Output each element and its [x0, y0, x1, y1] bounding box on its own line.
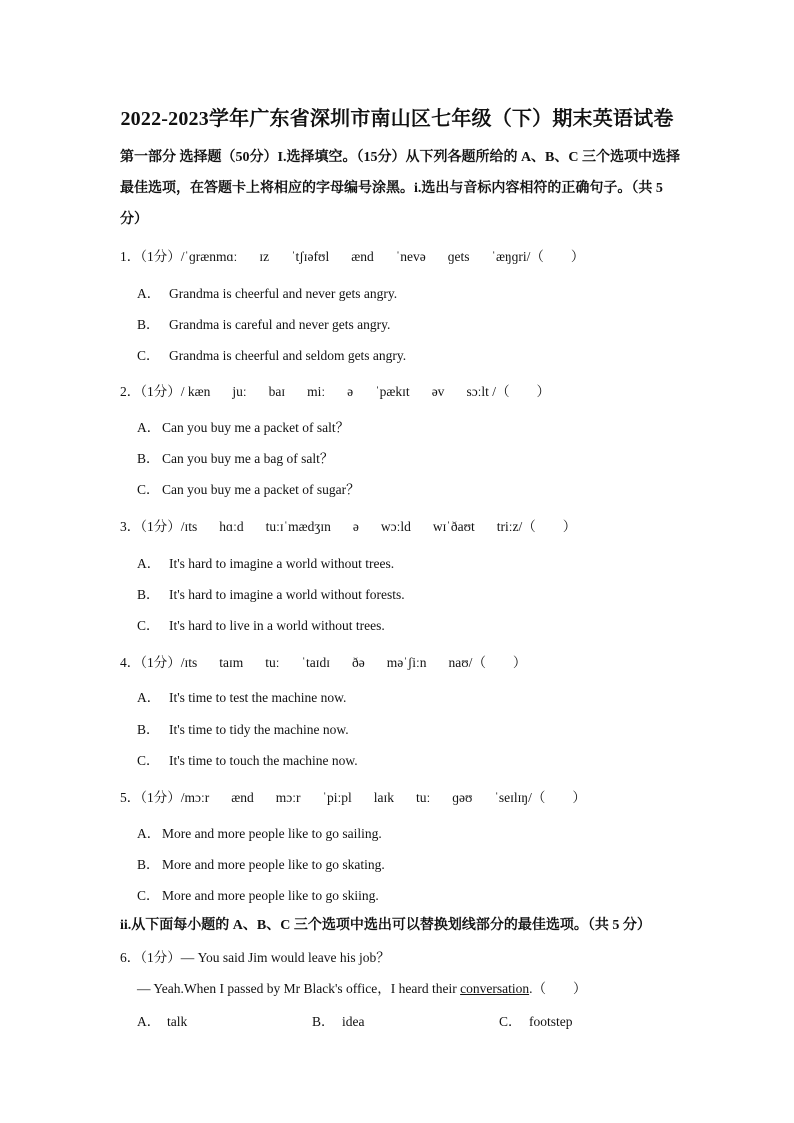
question-2-option-c: C． Can you buy me a packet of sugar？ — [137, 482, 360, 497]
question-1-option-a: A． Grandma is cheerful and never gets angry. — [137, 286, 398, 301]
question-5-option-b: B． More and more people like to go skating. — [137, 857, 385, 872]
question-4-phonetic: /ɪts taɪm tuː ˈtaɪdɪ ðə məˈʃiːn naʊ/ — [180, 655, 473, 670]
question-4-number: 4．（1分） — [120, 655, 181, 670]
question-4-option-c: C． It's time to touch the machine now. — [137, 753, 358, 768]
question-6-option-c: C． footstep — [499, 1014, 573, 1029]
question-1-option-b: B． Grandma is careful and never gets angry. — [137, 317, 391, 332]
question-4 — [120, 651, 526, 671]
question-6-line-1: — You said Jim would leave his job？ — [180, 950, 390, 965]
question-3-option-c: C． It's hard to live in a world without trees. — [137, 618, 385, 633]
question-1-number: 1．（1分） — [120, 249, 181, 264]
question-5 — [120, 786, 586, 806]
underlined-word: conversation — [460, 981, 530, 996]
answer-blank: （ ） — [531, 790, 586, 805]
answer-blank: （ ） — [530, 249, 585, 264]
question-1-phonetic: /ˈɡrænmɑː ɪz ˈtʃɪəfʊl ænd ˈnevə ɡets ˈæŋɡri/ — [180, 249, 531, 264]
question-2-phonetic: / kæn juː baɪ miː ə ˈpækɪt əv sɔːlt / — [180, 384, 497, 399]
question-6-number: 6．（1分） — [120, 950, 181, 965]
question-3-option-a: A． It's hard to imagine a world without trees. — [137, 556, 395, 571]
question-2-option-a: A． Can you buy me a packet of salt？ — [137, 420, 350, 435]
question-6-option-a: A． talk — [137, 1014, 188, 1029]
question-6-line-2: — Yeah.When I passed by Mr Black's office，I heard their conversation.（ ） — [137, 981, 587, 996]
question-3 — [120, 515, 576, 535]
question-5-option-a: A． More and more people like to go sailing. — [137, 826, 382, 841]
question-1 — [120, 245, 584, 265]
question-5-option-c: C． More and more people like to go skiing. — [137, 888, 379, 903]
question-3-option-b: B． It's hard to imagine a world without forests. — [137, 587, 405, 602]
question-1-option-c: C． Grandma is cheerful and seldom gets angry. — [137, 348, 407, 363]
question-2-number: 2．（1分） — [120, 384, 181, 399]
question-6 — [120, 946, 390, 966]
question-3-number: 3．（1分） — [120, 519, 181, 534]
question-6-option-b: B． idea — [312, 1014, 365, 1029]
question-4-option-a: A． It's time to test the machine now. — [137, 690, 347, 705]
page-title: 2022-2023学年广东省深圳市南山区七年级（下）期末英语试卷 — [120, 108, 674, 130]
section-2-heading: ii.从下面每小题的 A、B、C 三个选项中选出可以替换划线部分的最佳选项。（共 5 分） — [120, 918, 651, 933]
question-2-option-b: B． Can you buy me a bag of salt？ — [137, 451, 334, 466]
question-5-phonetic: /mɔːr ænd mɔːr ˈpiːpl laɪk tuː ɡəʊ ˈseɪlɪŋ/ — [180, 790, 532, 805]
question-2 — [120, 380, 550, 400]
question-4-option-b: B． It's time to tidy the machine now. — [137, 722, 349, 737]
answer-blank: .（ ） — [529, 981, 587, 996]
answer-blank: （ ） — [522, 519, 577, 534]
question-5-number: 5．（1分） — [120, 790, 181, 805]
answer-blank: （ ） — [496, 384, 551, 399]
section-1-intro: 第一部分 选择题（50分）I.选择填空。（15分）从下列各题所给的 A、B、C 三个选项中选择最佳选项，在答题卡上将相应的字母编号涂黑。i.选出与音标内容相符的正确句子。（共 5 分） — [120, 150, 681, 227]
answer-blank: （ ） — [472, 655, 527, 670]
question-3-phonetic: /ɪts hɑːd tuːɪˈmædʒɪn ə wɔːld wɪˈðaʊt triːz/ — [180, 519, 523, 534]
